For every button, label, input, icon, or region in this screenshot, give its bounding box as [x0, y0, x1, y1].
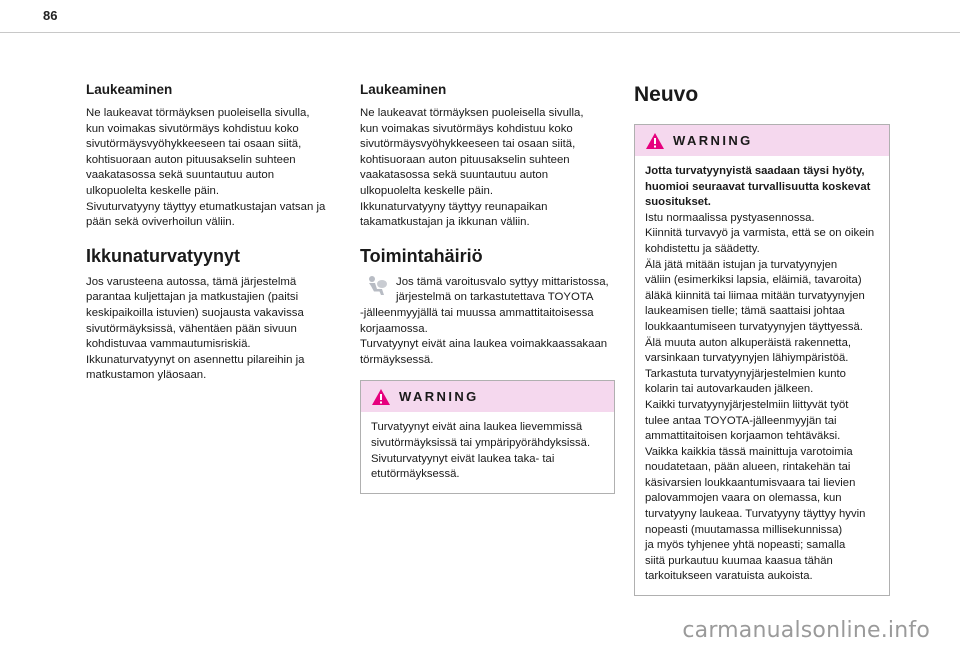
warning-text: Turvatyynyt eivät aina laukea lievemmissä sivutörmäyksissä tai ympäripyörähdyksissä. Sivuturvatyynyt eivät laukea taka- tai etutörmäyksessä. [371, 421, 591, 481]
section-text-side-airbag: Ne laukeavat törmäyksen puoleisella sivulla, kun voimakas sivutörmäys kohdistuu koko sivutörmäysvyöhykkeeseen tai osaan siitä, kohtisuoraan auton pituusakselin suhteen vaakatasossa sekä suuntautuu auton ulkopuolelta keskelle päin. Sivuturvatyyny täyttyy etumatkustajan vatsan ja pään sekä oviverhoilun väliin. [86, 107, 326, 229]
warning-triangle-icon [645, 132, 665, 150]
section-heading-laukeaminen: Laukeaminen [86, 82, 173, 97]
warning-recommendations-text: Istu normaalissa pystyasennossa. Kiinnitä turvavyö ja varmista, että se on oikein kohdistettu ja säädetty. Älä jätä mitään istujan ja turvatyynyjen väliin (esimerkiksi lapsia, eläimiä, tavaroita) äläkä kiinnitä tai liimaa mitään turvatyynyjen laukeamisen tielle; tämä saattaisi johtaa loukkaantumiseen turvatyynyjen täyttyessä. Älä muuta auton alkuperäistä rakennetta, varsinkaan turvatyynyjen lähiympäristöä. Tarkastuta turvatyynyjärjestelmien kunto kolarin tai autovarkauden jälkeen. Kaikki turvatyynyjärjestelmiin liittyvät työt tulee antaa TOYOTA-jälleenmyyjän tai ammattitaitoisen korjaamon tehtäväksi. Vaikka kaikkia tässä mainittuja varotoimia noudatetaan, pään alueen, rintakehän tai käsivarsien loukkaantumisvaara tai lievien palovammojen vaara on olemassa, kun turvatyyny laukeaa. Turvatyyny täyttyy hyvin nopeasti (muutamassa millisekunnissa) ja myös tyhjenee yhtä nopeasti; samalla siitä purkautuu kuumaa kaasua tähän tarkoitukseen varatuista aukoista. [645, 211, 875, 583]
page-number: 86 [43, 8, 58, 23]
warning-intro-bold: Jotta turvatyynyistä saadaan täysi hyöty, huomioi seuraavat turvallisuutta koskevat suositukset. [645, 165, 871, 209]
malfunction-text-first: Jos tämä varoitusvalo syttyy mittaristossa, järjestelmä on tarkastutettava TOYOTA [396, 275, 609, 304]
section-text-curtain-airbags: Jos varusteena autossa, tämä järjestelmä parantaa kuljettajan ja matkustajien (paitsi keskipaikoilla istuvien) suojausta vakavissa sivutörmäyksissä, vähentäen pään sivuun kohdistuvaa vammautumisriskiä. Ikkunaturvatyynyt on asennettu pilareihin ja matkustamon yläosaan. [86, 275, 305, 382]
section-heading-advice: Neuvo [634, 83, 699, 106]
section-text-curtain-deploy: Ne laukeavat törmäyksen puoleisella sivulla, kun voimakas sivutörmäys kohdistuu koko sivutörmäysvyöhykkeeseen tai osaan siitä, kohtisuoraan auton pituusakselin suhteen vaakatasossa sekä suuntautuu auton ulkopuolelta keskelle päin. Ikkunaturvatyyny täyttyy reunapaikan takamatkustajan ja ikkunan väliin. [360, 107, 584, 229]
section-heading-laukeaminen-2: Laukeaminen [360, 82, 447, 97]
column-middle [360, 82, 615, 494]
column-right [634, 82, 890, 596]
section-heading-curtain-airbags: Ikkunaturvatyynyt [86, 245, 241, 266]
column-left [86, 82, 341, 384]
watermark: carmanualsonline.info [682, 618, 930, 643]
airbag-warning-lamp-icon [366, 275, 388, 297]
header-rule [0, 32, 960, 33]
warning-triangle-icon [371, 388, 391, 406]
warning-label: WARNING [673, 133, 753, 148]
malfunction-text-rest: -jälleenmyyjällä tai muussa ammattitaitoisessa korjaamossa. Turvatyynyt eivät aina laukea voimakkaassakaan törmäyksessä. [360, 306, 608, 366]
warning-label: WARNING [399, 389, 479, 405]
malfunction-indicator-block [360, 275, 615, 306]
section-heading-malfunction: Toimintahäiriö [360, 245, 483, 266]
warning-box-middle [360, 380, 615, 493]
warning-box-right [634, 124, 890, 596]
warning-header [635, 125, 889, 156]
warning-header [361, 381, 614, 412]
